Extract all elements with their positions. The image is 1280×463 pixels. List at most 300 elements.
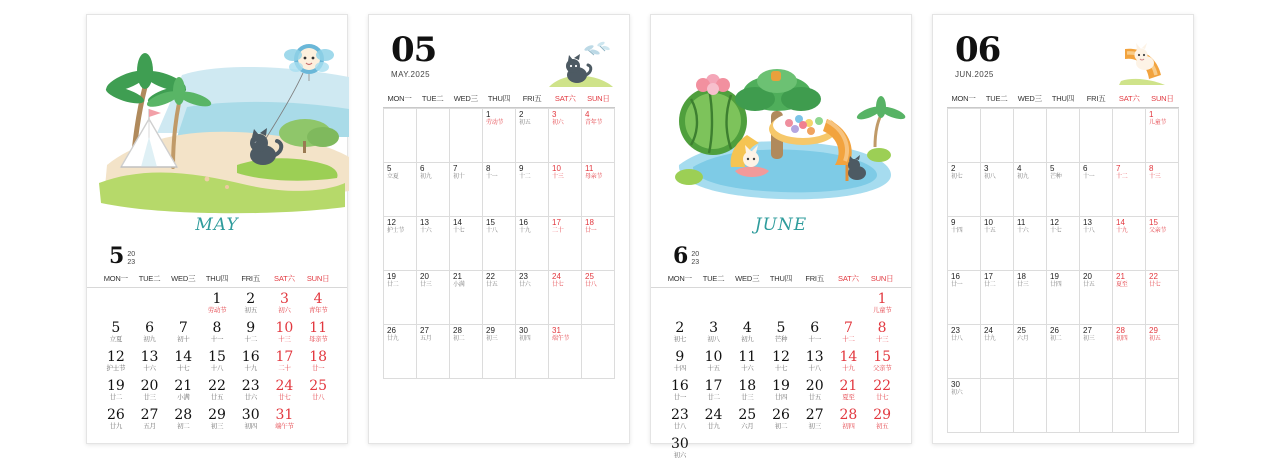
day-cell[interactable]: [516, 271, 549, 325]
day-cell[interactable]: [865, 379, 899, 405]
day-cell[interactable]: [483, 325, 516, 379]
day-cell[interactable]: [663, 321, 697, 347]
day-cell[interactable]: [450, 271, 483, 325]
day-cell[interactable]: [697, 379, 731, 405]
day-cell[interactable]: [663, 437, 697, 463]
day-number: 30: [670, 436, 689, 452]
weekday-label-5: SAT六: [274, 274, 295, 283]
day-cell-empty: [1047, 379, 1080, 433]
day-number: 15: [873, 349, 892, 365]
day-cell[interactable]: [948, 379, 981, 433]
day-cell[interactable]: [1047, 271, 1080, 325]
day-cell[interactable]: [865, 408, 899, 434]
lunar-label: 廿四: [1050, 282, 1062, 288]
day-cell[interactable]: [730, 408, 764, 434]
weekday-label-4: FRI五: [805, 274, 825, 283]
day-cell[interactable]: [832, 379, 866, 405]
lunar-label: 护士节: [106, 365, 126, 373]
day-cell[interactable]: [99, 379, 133, 405]
day-cell[interactable]: [832, 408, 866, 434]
day-cell[interactable]: [516, 217, 549, 271]
lunar-label: 廿五: [486, 282, 498, 288]
day-cell[interactable]: [697, 408, 731, 434]
day-number: 1: [1149, 110, 1154, 119]
day-number: 7: [453, 164, 458, 173]
day-cell[interactable]: [697, 321, 731, 347]
lunar-label: 廿五: [1083, 282, 1095, 288]
day-cell[interactable]: [417, 217, 450, 271]
day-number: 10: [704, 349, 723, 365]
weekday-label-1: TUE二: [421, 94, 444, 103]
day-cell[interactable]: [948, 325, 981, 379]
day-cell[interactable]: [1014, 163, 1047, 217]
day-cell[interactable]: [865, 350, 899, 376]
lunar-label: 母亲节: [308, 336, 328, 344]
day-number: 14: [839, 349, 858, 365]
day-cell[interactable]: [981, 163, 1014, 217]
day-number: 14: [174, 349, 193, 365]
day-cell[interactable]: [234, 350, 268, 376]
lunar-label: 初二: [1050, 336, 1062, 342]
weekday-label-3: THU四: [205, 274, 229, 283]
day-cell[interactable]: [764, 350, 798, 376]
day-number: 30: [241, 407, 260, 423]
day-cell[interactable]: [268, 350, 302, 376]
lunar-label: 廿一: [951, 282, 963, 288]
day-number: 30: [519, 326, 528, 335]
lunar-label: 廿七: [278, 394, 291, 402]
lunar-label: 十二: [519, 174, 531, 180]
month-subtitle: MAY.2025: [391, 70, 430, 79]
month-day-grid: [383, 108, 615, 379]
day-cell[interactable]: [730, 350, 764, 376]
day-number: 27: [140, 407, 159, 423]
day-cell[interactable]: [384, 163, 417, 217]
lunar-label: 初九: [1017, 174, 1029, 180]
day-number: 6: [420, 164, 425, 173]
day-cell[interactable]: [549, 217, 582, 271]
day-number: 23: [519, 272, 528, 281]
day-cell-empty: [948, 109, 981, 163]
lunar-label: 廿八: [311, 394, 325, 402]
lunar-label: 十八: [486, 228, 498, 234]
lunar-label: 五月: [420, 336, 432, 342]
lunar-label: 廿五: [808, 394, 821, 402]
day-cell[interactable]: [301, 350, 335, 376]
day-cell[interactable]: [166, 350, 200, 376]
lunar-label: 十四: [951, 228, 963, 234]
day-cell[interactable]: [798, 408, 832, 434]
lunar-label: 廿七: [552, 282, 564, 288]
day-cell[interactable]: [166, 408, 200, 434]
cover-month-header: [87, 235, 347, 269]
day-number: 15: [486, 218, 495, 227]
day-number: 17: [552, 218, 561, 227]
lunar-label: 十九: [519, 228, 531, 234]
lunar-label: 十七: [453, 228, 465, 234]
day-cell[interactable]: [483, 109, 516, 163]
day-cell[interactable]: [1047, 163, 1080, 217]
lunar-label: 初八: [707, 336, 720, 344]
lunar-label: 十七: [1050, 228, 1062, 234]
lunar-label: 十三: [278, 336, 291, 344]
day-cell[interactable]: [99, 321, 133, 347]
day-number: 5: [111, 320, 121, 336]
day-cell-empty: [832, 437, 866, 463]
day-cell[interactable]: [582, 163, 615, 217]
day-cell[interactable]: [133, 379, 167, 405]
day-cell[interactable]: [483, 217, 516, 271]
lunar-label: 初六: [552, 120, 564, 126]
day-cell[interactable]: [948, 271, 981, 325]
day-number: 4: [585, 110, 590, 119]
day-cell[interactable]: [697, 350, 731, 376]
lunar-label: 廿六: [519, 282, 531, 288]
weekday-label-4: FRI五: [241, 274, 261, 283]
day-cell[interactable]: [730, 379, 764, 405]
lunar-label: 初五: [519, 120, 531, 126]
day-cell[interactable]: [166, 321, 200, 347]
weekday-label-6: SUN日: [587, 94, 610, 103]
day-cell[interactable]: [948, 163, 981, 217]
day-cell-empty: [384, 109, 417, 163]
day-cell[interactable]: [1146, 271, 1179, 325]
day-cell-empty: [450, 109, 483, 163]
day-cell[interactable]: [663, 350, 697, 376]
day-cell[interactable]: [234, 292, 268, 318]
lunar-label: 廿八: [951, 336, 963, 342]
lunar-label: 廿二: [984, 282, 996, 288]
day-cell[interactable]: [133, 350, 167, 376]
lunar-label: 十九: [1116, 228, 1128, 234]
day-cell[interactable]: [200, 379, 234, 405]
day-cell[interactable]: [1146, 109, 1179, 163]
day-cell[interactable]: [133, 321, 167, 347]
day-cell[interactable]: [1080, 325, 1113, 379]
day-cell[interactable]: [1080, 163, 1113, 217]
weekday-label-6: SUN日: [870, 274, 894, 283]
day-number: 29: [1149, 326, 1158, 335]
day-number: 9: [675, 349, 685, 365]
day-number: 25: [738, 407, 757, 423]
lunar-label: 初四: [1116, 336, 1128, 342]
lunar-label: 护士节: [387, 228, 405, 234]
lunar-label: 廿三: [1017, 282, 1029, 288]
day-number: 18: [585, 218, 594, 227]
day-cell-empty: [166, 292, 200, 318]
day-number: 31: [552, 326, 561, 335]
day-cell[interactable]: [516, 325, 549, 379]
day-cell[interactable]: [549, 109, 582, 163]
weekday-header: [383, 93, 615, 108]
day-cell[interactable]: [865, 321, 899, 347]
day-number: 28: [174, 407, 193, 423]
weekday-label-2: WED三: [453, 94, 478, 103]
day-cell[interactable]: [832, 350, 866, 376]
day-cell-empty: [865, 437, 899, 463]
day-cell[interactable]: [1080, 271, 1113, 325]
day-cell[interactable]: [516, 163, 549, 217]
weekday-label-1: TUE二: [985, 94, 1008, 103]
weekday-label-5: SAT六: [1118, 94, 1140, 103]
lunar-label: 初三: [808, 423, 821, 431]
day-number: 14: [453, 218, 462, 227]
day-number: 10: [984, 218, 993, 227]
day-number: 30: [951, 380, 960, 389]
day-number: 18: [738, 378, 757, 394]
day-cell[interactable]: [1146, 217, 1179, 271]
month-number: 5: [109, 243, 125, 269]
day-cell[interactable]: [663, 408, 697, 434]
day-cell[interactable]: [301, 321, 335, 347]
day-cell[interactable]: [234, 321, 268, 347]
day-number: 2: [951, 164, 956, 173]
day-number: 26: [1050, 326, 1059, 335]
day-cell[interactable]: [450, 163, 483, 217]
day-number: 2: [246, 291, 256, 307]
lunar-label: 廿五: [210, 394, 224, 402]
day-cell[interactable]: [865, 292, 899, 318]
weekday-label-4: FRI五: [1086, 94, 1106, 103]
day-cell[interactable]: [384, 271, 417, 325]
day-number: 8: [212, 320, 222, 336]
day-cell[interactable]: [1113, 217, 1146, 271]
day-cell[interactable]: [730, 321, 764, 347]
lunar-label: 五月: [143, 423, 156, 431]
day-cell[interactable]: [1113, 271, 1146, 325]
day-cell[interactable]: [549, 325, 582, 379]
day-number: 21: [174, 378, 193, 394]
day-cell[interactable]: [832, 321, 866, 347]
lunar-label: 廿九: [707, 423, 720, 431]
lunar-label: 初五: [875, 423, 889, 431]
weekday-label-4: FRI五: [522, 94, 542, 103]
day-cell[interactable]: [1146, 163, 1179, 217]
lunar-label: 儿童节: [872, 307, 892, 315]
day-cell[interactable]: [384, 217, 417, 271]
lunar-label: 十一: [1083, 174, 1095, 180]
day-number: 16: [519, 218, 528, 227]
day-cell[interactable]: [1113, 325, 1146, 379]
day-number: 9: [951, 218, 956, 227]
weekday-label-0: MON一: [103, 274, 128, 283]
day-number: 5: [776, 320, 786, 336]
day-number: 13: [805, 349, 824, 365]
day-number: 11: [738, 349, 757, 365]
day-cell[interactable]: [200, 321, 234, 347]
day-cell-empty: [1113, 109, 1146, 163]
day-cell[interactable]: [166, 379, 200, 405]
lunar-label: 廿七: [1149, 282, 1161, 288]
day-cell[interactable]: [582, 271, 615, 325]
lunar-label: 初四: [842, 423, 855, 431]
day-number: 2: [519, 110, 524, 119]
day-number: 13: [1083, 218, 1092, 227]
day-cell-empty: [1146, 379, 1179, 433]
day-cell[interactable]: [268, 321, 302, 347]
month-day-grid: [947, 108, 1179, 433]
day-cell[interactable]: [268, 379, 302, 405]
day-number: 9: [246, 320, 256, 336]
day-cell[interactable]: [483, 163, 516, 217]
day-cell[interactable]: [99, 408, 133, 434]
day-cell[interactable]: [417, 325, 450, 379]
day-cell[interactable]: [582, 217, 615, 271]
lunar-label: 十八: [808, 365, 821, 373]
day-cell[interactable]: [234, 408, 268, 434]
day-cell[interactable]: [764, 379, 798, 405]
lunar-label: 初六: [951, 390, 963, 396]
lunar-label: 廿一: [673, 394, 687, 402]
day-cell[interactable]: [798, 321, 832, 347]
day-number: 2: [675, 320, 685, 336]
day-cell[interactable]: [1146, 325, 1179, 379]
day-number: 16: [951, 272, 960, 281]
day-cell[interactable]: [764, 408, 798, 434]
day-cell[interactable]: [764, 321, 798, 347]
lunar-label: 芒种: [1050, 174, 1062, 180]
day-cell[interactable]: [200, 350, 234, 376]
lunar-label: 初九: [420, 174, 432, 180]
day-cell[interactable]: [1047, 217, 1080, 271]
day-number: 29: [208, 407, 226, 423]
lunar-label: 十七: [774, 365, 788, 373]
day-number: 13: [140, 349, 159, 365]
day-number: 24: [704, 407, 723, 423]
day-number: 6: [810, 320, 820, 336]
lunar-label: 廿二: [707, 394, 720, 402]
day-number: 18: [309, 349, 328, 365]
day-cell[interactable]: [133, 408, 167, 434]
weekday-label-3: THU四: [769, 274, 793, 283]
day-cell-empty: [417, 109, 450, 163]
day-cell[interactable]: [99, 350, 133, 376]
weekday-header: [651, 273, 911, 288]
day-cell[interactable]: [301, 379, 335, 405]
day-cell[interactable]: [1014, 325, 1047, 379]
day-number: 19: [387, 272, 396, 281]
day-cell[interactable]: [1080, 217, 1113, 271]
month-script-name: MAY: [195, 215, 239, 235]
day-cell[interactable]: [981, 325, 1014, 379]
month-script-name: JUNE: [754, 215, 808, 235]
day-cell[interactable]: [582, 109, 615, 163]
day-number: 26: [772, 407, 790, 423]
day-number: 16: [241, 349, 260, 365]
day-cell[interactable]: [981, 217, 1014, 271]
lunar-label: 十二: [842, 336, 855, 344]
calendar-page-jun-cover: [650, 14, 912, 460]
day-cell-empty: [798, 292, 832, 318]
day-cell-empty: [981, 379, 1014, 433]
illustration-rabbit-on-slide: [1111, 41, 1179, 89]
lunar-label: 十三: [875, 336, 889, 344]
day-cell[interactable]: [798, 350, 832, 376]
day-cell[interactable]: [948, 217, 981, 271]
day-cell[interactable]: [981, 271, 1014, 325]
day-number: 23: [241, 378, 260, 394]
day-cell-empty: [582, 325, 615, 379]
day-number: 22: [208, 378, 226, 394]
day-number: 3: [552, 110, 557, 119]
day-number: 20: [805, 378, 824, 394]
day-number: 17: [984, 272, 993, 281]
day-number: 6: [1083, 164, 1088, 173]
day-number: 3: [279, 291, 289, 307]
day-cell[interactable]: [268, 292, 302, 318]
day-cell[interactable]: [1014, 271, 1047, 325]
lunar-label: 廿二: [109, 394, 123, 402]
day-cell[interactable]: [450, 217, 483, 271]
lunar-label: 初七: [673, 336, 687, 344]
day-cell-empty: [764, 437, 798, 463]
lunar-label: 十五: [984, 228, 996, 234]
day-number: 4: [1017, 164, 1022, 173]
day-cell[interactable]: [483, 271, 516, 325]
lunar-label: 十一: [210, 336, 224, 344]
lunar-label: 青年节: [308, 307, 328, 315]
lunar-label: 十七: [177, 365, 190, 373]
day-cell[interactable]: [798, 379, 832, 405]
day-cell[interactable]: [200, 292, 234, 318]
lunar-label: 初四: [244, 423, 257, 431]
day-cell[interactable]: [384, 325, 417, 379]
day-cell[interactable]: [268, 408, 302, 434]
day-number: 27: [1083, 326, 1092, 335]
day-number: 8: [486, 164, 491, 173]
day-cell[interactable]: [549, 271, 582, 325]
day-cell[interactable]: [417, 271, 450, 325]
day-cell[interactable]: [301, 292, 335, 318]
lunar-label: 夏至: [1116, 282, 1128, 288]
month-number: 6: [673, 243, 689, 269]
day-number: 3: [984, 164, 989, 173]
calendar-page-jun-grid: [932, 14, 1194, 444]
lunar-label: 初九: [741, 336, 754, 344]
lunar-label: 十九: [842, 365, 855, 373]
day-cell[interactable]: [234, 379, 268, 405]
day-number: 8: [1149, 164, 1154, 173]
cover-day-grid: [651, 288, 911, 463]
lunar-label: 十九: [244, 365, 257, 373]
day-number: 22: [486, 272, 495, 281]
day-number: 11: [309, 320, 328, 336]
day-cell[interactable]: [1113, 163, 1146, 217]
day-cell[interactable]: [549, 163, 582, 217]
day-cell-empty: [798, 437, 832, 463]
day-cell[interactable]: [1047, 325, 1080, 379]
day-cell[interactable]: [200, 408, 234, 434]
lunar-label: 初二: [453, 336, 465, 342]
day-cell[interactable]: [450, 325, 483, 379]
weekday-label-0: MON一: [667, 274, 692, 283]
lunar-label: 端午节: [552, 336, 570, 342]
day-number: 10: [275, 320, 294, 336]
day-number: 9: [519, 164, 524, 173]
lunar-label: 二十: [552, 228, 564, 234]
day-number: 28: [1116, 326, 1125, 335]
day-cell[interactable]: [417, 163, 450, 217]
day-number: 26: [106, 407, 125, 423]
day-cell[interactable]: [516, 109, 549, 163]
day-cell[interactable]: [1014, 217, 1047, 271]
day-cell[interactable]: [663, 379, 697, 405]
weekday-label-3: THU四: [1051, 94, 1075, 103]
day-number: 7: [843, 320, 853, 336]
weekday-header: [87, 273, 347, 288]
lunar-label: 廿九: [109, 423, 123, 431]
year-bottom: 23: [691, 258, 700, 266]
